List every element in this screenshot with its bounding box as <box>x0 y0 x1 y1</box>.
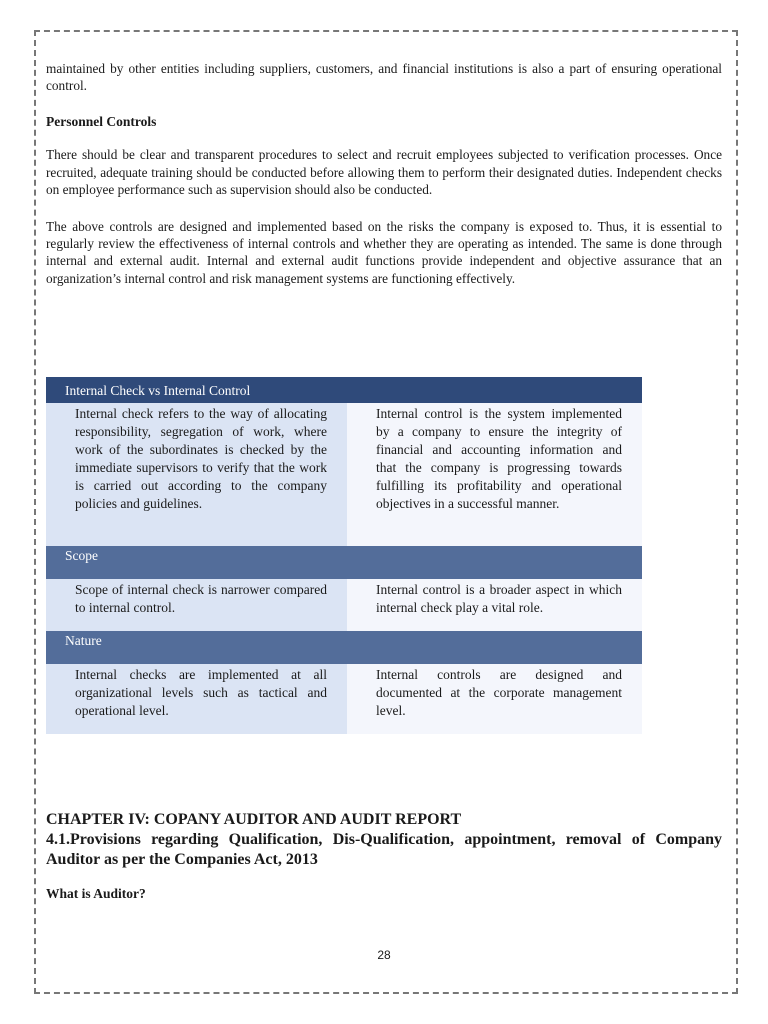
nature-section-header: Nature <box>46 631 642 664</box>
chapter-heading <box>46 810 722 870</box>
page-number: 28 <box>377 948 391 962</box>
personnel-paragraph: There should be clear and transparent procedures to select and recruit employees subjected to verification processes. Once recruited, adequate training should be conducted before allowing them to perform their designated duties. Independent checks on employee performance such as supervision should also be conducted. <box>46 147 722 197</box>
scope-section-header: Scope <box>46 546 642 579</box>
table-row-definition <box>46 403 642 546</box>
table-title: Internal Check vs Internal Control <box>46 377 642 403</box>
page-content <box>46 60 722 287</box>
table-row-scope <box>46 579 642 631</box>
section-title: 4.1.Provisions regarding Qualification, Dis-Qualification, appointment, removal of Company Auditor as per the Companies Act, 2013 <box>46 831 722 868</box>
scope-internal-check: Scope of internal check is narrower compared to internal control. <box>46 579 347 631</box>
personnel-heading: Personnel Controls <box>46 114 157 130</box>
comparison-table <box>46 377 642 734</box>
scope-internal-control: Internal control is a broader aspect in which internal check play a vital role. <box>347 579 642 631</box>
table-row-nature <box>46 664 642 734</box>
internal-check-definition: Internal check refers to the way of allocating responsibility, segregation of work, where work of the subordinates is checked by the immediate supervisors to verify that the work is carried out according to the company policies and guidelines. <box>46 403 347 546</box>
chapter-title: CHAPTER IV: COPANY AUDITOR AND AUDIT REPORT <box>46 811 462 828</box>
auditor-question-heading: What is Auditor? <box>46 886 146 901</box>
controls-paragraph: The above controls are designed and implemented based on the risks the company is exposed to. Thus, it is essential to regularly review the effectiveness of internal controls and whether they are operating as intended. The same is done through internal and external audit. Internal and external audit functions provide independent and objective assurance that an organization’s internal control and risk management systems are functioning effectively. <box>46 219 722 286</box>
nature-internal-control: Internal controls are designed and documented at the corporate management level. <box>347 664 642 734</box>
internal-control-definition: Internal control is the system implemented by a company to ensure the integrity of financial and accounting information and that the company is progressing towards fulfilling its profitability and operational objectives in a successful manner. <box>347 403 642 546</box>
nature-internal-check: Internal checks are implemented at all organizational levels such as tactical and operational level. <box>46 664 347 734</box>
intro-paragraph: maintained by other entities including suppliers, customers, and financial institutions is also a part of ensuring operational control. <box>46 61 722 94</box>
